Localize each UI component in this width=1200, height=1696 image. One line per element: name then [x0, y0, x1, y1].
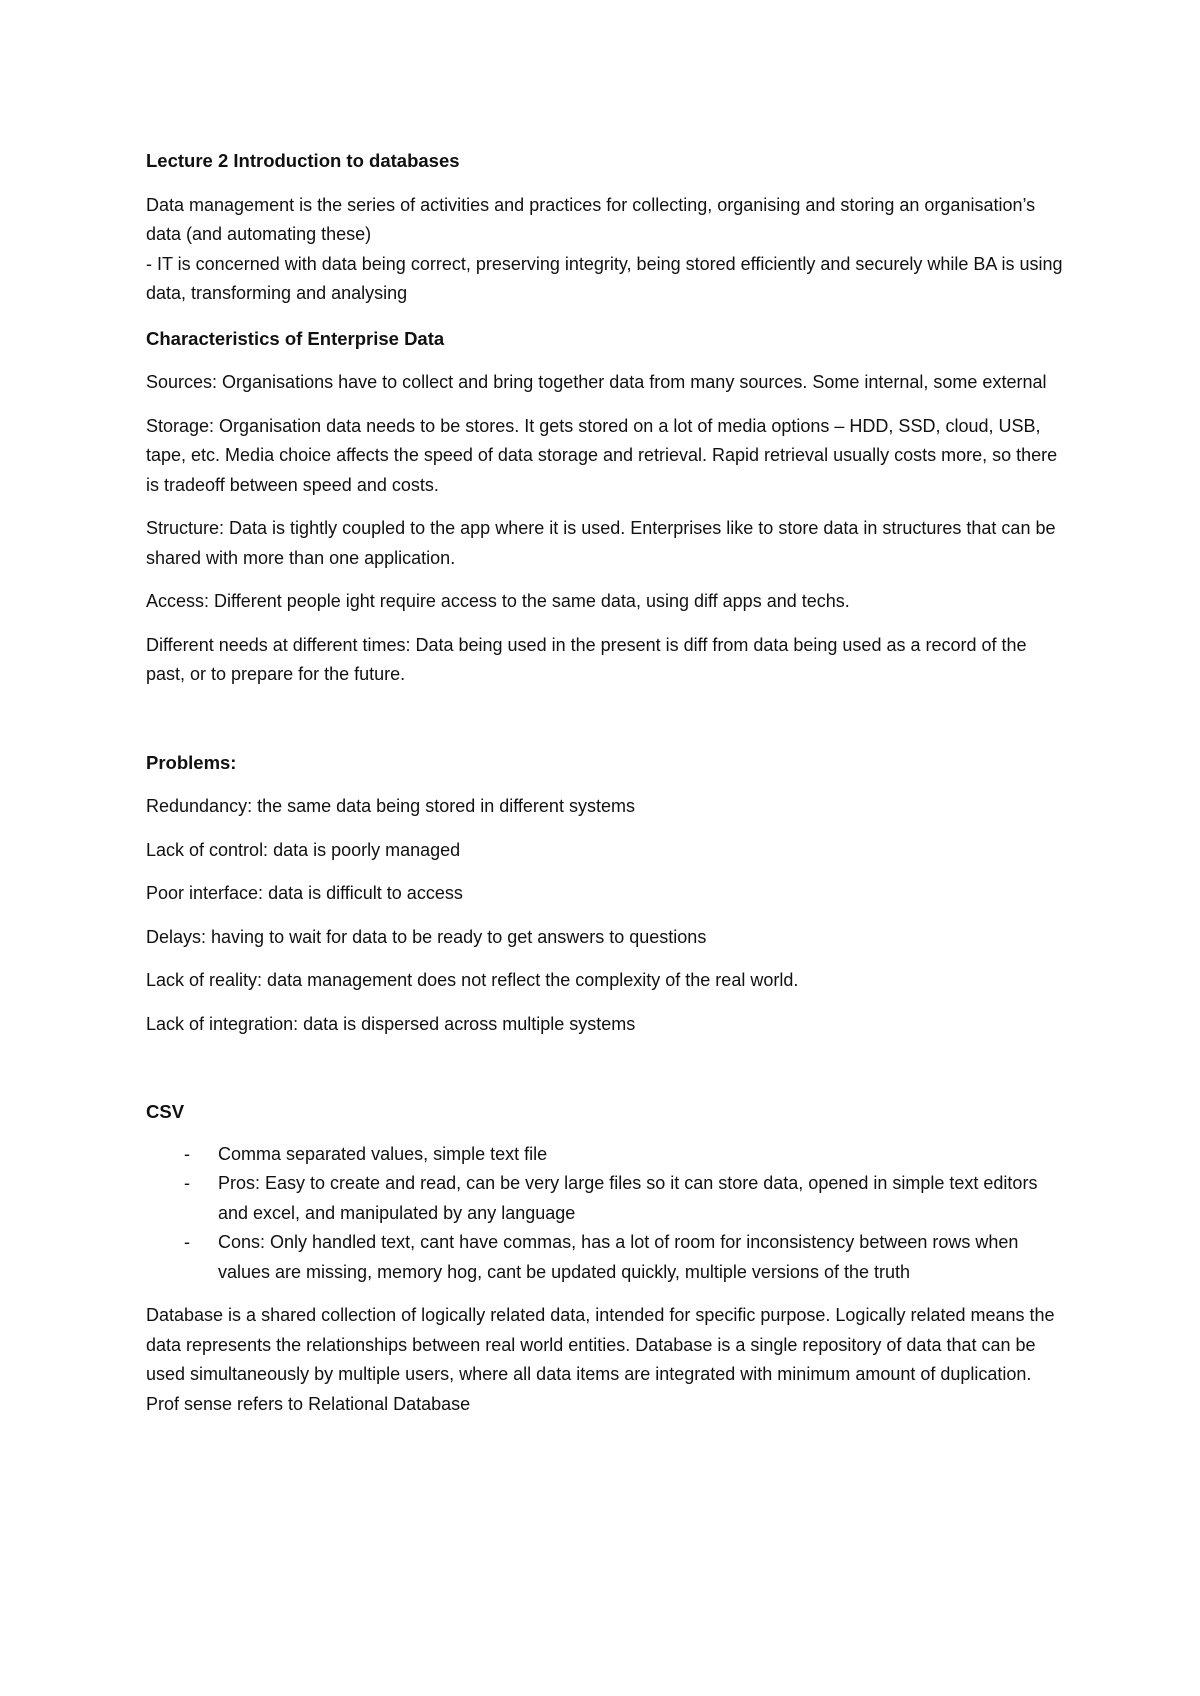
csv-bullet-text: Cons: Only handled text, cant have commas, has a lot of room for inconsistency between rows when values are missing, memory hog, cant be updated quickly, multiple versions of the truth [218, 1232, 1019, 1282]
csv-heading: CSV [146, 1101, 185, 1122]
characteristic-structure: Structure: Data is tightly coupled to the app where it is used. Enterprises like to store data in structures that can be shared with more than one application. [146, 518, 1056, 568]
problem-lack-of-integration: Lack of integration: data is dispersed across multiple systems [146, 1013, 636, 1034]
characteristic-access: Access: Different people ight require access to the same data, using diff apps and techs. [146, 591, 850, 611]
dash-bullet: - [184, 1232, 190, 1252]
problem-lack-of-reality: Lack of reality: data management does not reflect the complexity of the real world. [146, 970, 799, 990]
characteristic-storage: Storage: Organisation data needs to be stores. It gets stored on a lot of media options – HDD, SSD, cloud, USB, tape, etc. Media choice affects the speed of data storage and retrieval. Rapid retrieval usually costs more, so there is tradeoff between speed and costs. [146, 415, 1058, 495]
list-item [146, 1228, 1066, 1287]
problem-delays: Delays: having to wait for data to be ready to get answers to questions [146, 926, 707, 947]
dash-bullet: - [184, 1143, 190, 1164]
document-title: Lecture 2 Introduction to databases [146, 150, 460, 171]
csv-bullet-text: Pros: Easy to create and read, can be very large files so it can store data, opened in simple text editors and excel, and manipulated by any language [218, 1173, 1038, 1223]
characteristics-heading: Characteristics of Enterprise Data [146, 327, 445, 349]
list-item [146, 1140, 1066, 1170]
csv-bullet-text: Comma separated values, simple text file [218, 1143, 548, 1164]
problem-poor-interface: Poor interface: data is difficult to access [146, 883, 463, 903]
characteristic-sources: Sources: Organisations have to collect and bring together data from many sources. Some internal, some external [146, 372, 1047, 392]
csv-bullet-list [146, 1140, 1066, 1288]
list-item [146, 1169, 1066, 1228]
problem-redundancy: Redundancy: the same data being stored in different systems [146, 796, 635, 816]
intro-dash-line: - IT is concerned with data being correct, preserving integrity, being stored efficiently and securely while BA is using data, transforming and analysing [146, 253, 1063, 303]
problem-lack-of-control: Lack of control: data is poorly managed [146, 839, 461, 860]
document-body [146, 146, 1066, 1419]
intro-paragraph: Data management is the series of activities and practices for collecting, organising and storing an organisation’s data (and automating these) [146, 194, 1036, 244]
problems-heading: Problems: [146, 751, 237, 773]
characteristic-different-needs: Different needs at different times: Data being used in the present is diff from data being used as a record of the past, or to prepare for the future. [146, 634, 1027, 684]
dash-bullet: - [184, 1173, 190, 1193]
database-paragraph: Database is a shared collection of logically related data, intended for specific purpose. Logically related means the data represents the relationships between real world entities. Database is a single repository of data that can be used simultaneously by multiple users, where all data items are integrated with minimum amount of duplication. Prof sense refers to Relational Database [146, 1305, 1055, 1414]
